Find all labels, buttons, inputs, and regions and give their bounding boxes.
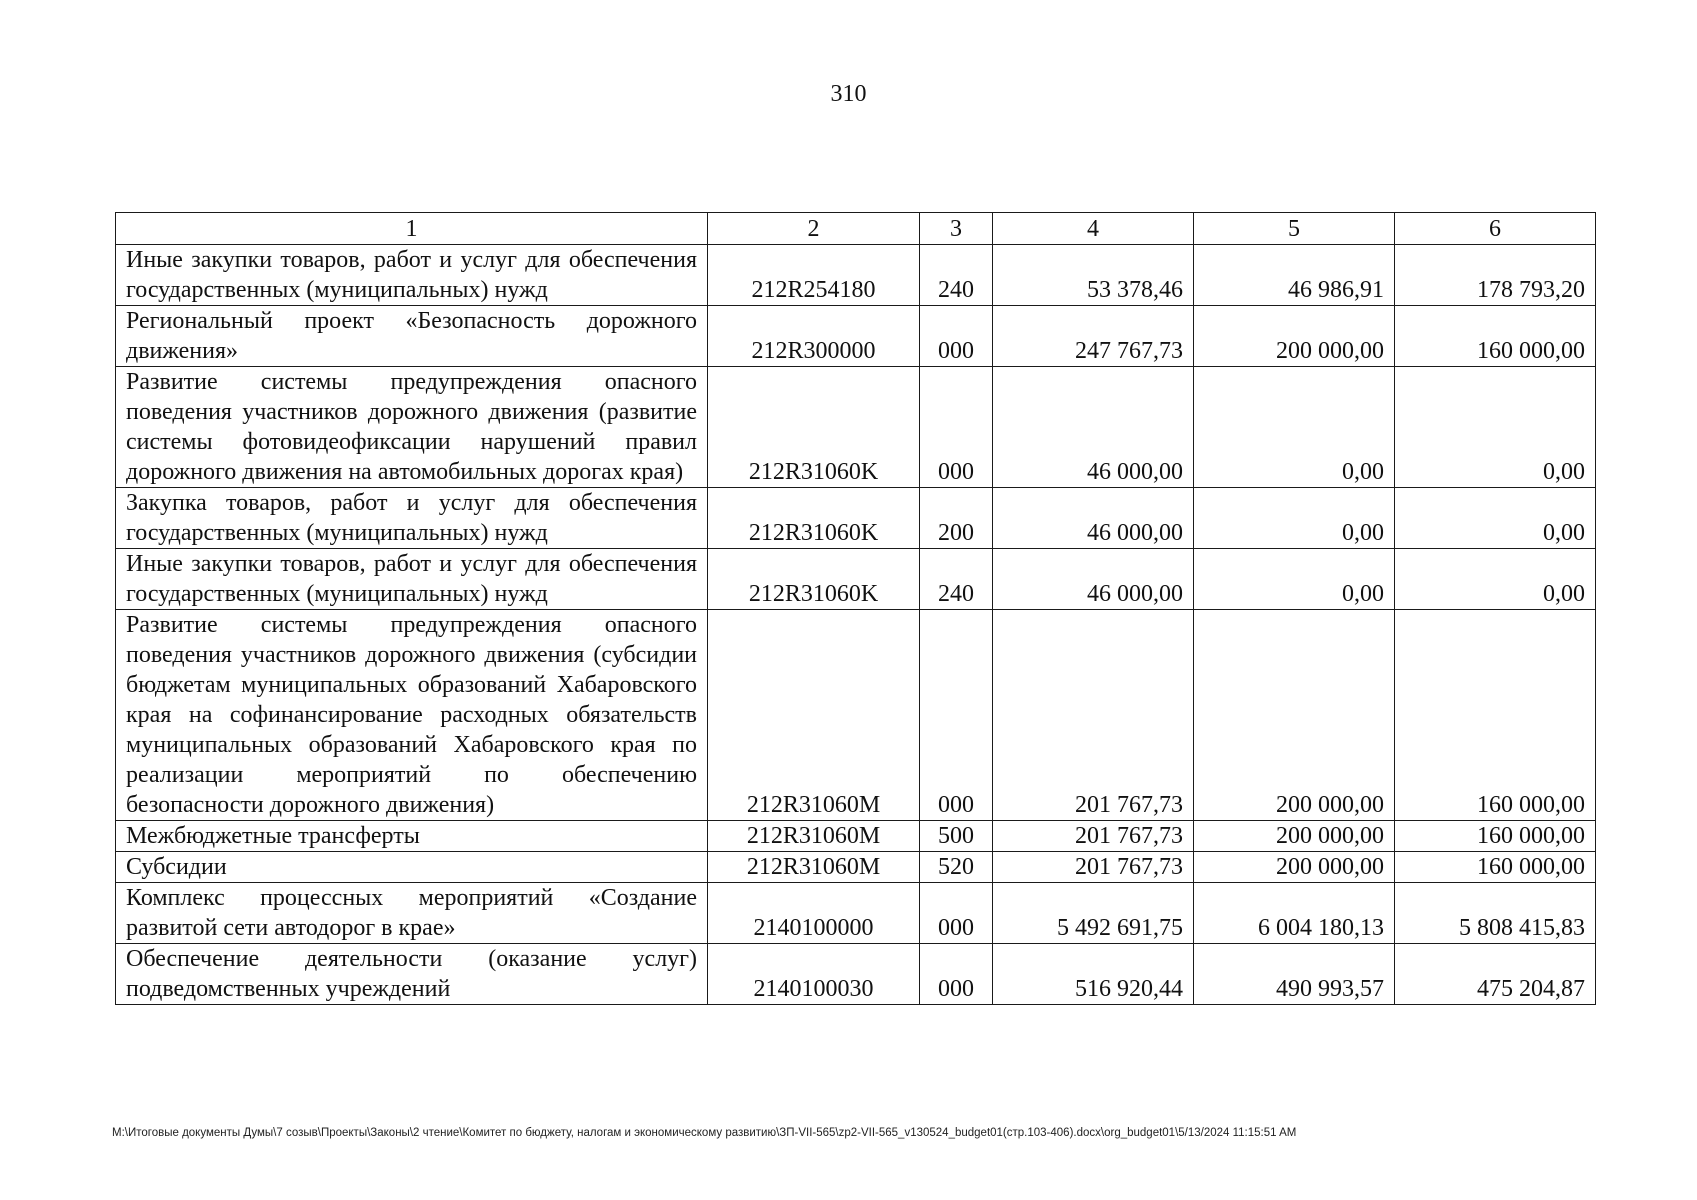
row-code: 212R31060K	[708, 367, 920, 488]
document-path-footer: M:\Итоговые документы Думы\7 созыв\Проекты\Законы\2 чтение\Комитет по бюджету, налогам и экономическому развитию\ЗП-VII-565\zp2-VII-565_v130524_budget01(стр.103-406).docx\org_budget01\5/13/2024 11:15:51 AM	[112, 1127, 1297, 1139]
row-type: 500	[920, 821, 993, 852]
row-name: Развитие системы предупреждения опасного поведения участников дорожного движения (развитие системы фотовидеофиксации нарушений правил дорожного движения на автомобильных дорогах края)	[116, 367, 708, 488]
row-type: 000	[920, 883, 993, 944]
row-name: Региональный проект «Безопасность дорожного движения»	[116, 306, 708, 367]
row-value-4: 46 000,00	[993, 488, 1194, 549]
table-row	[116, 883, 1596, 944]
row-value-5: 200 000,00	[1194, 852, 1395, 883]
row-value-6: 0,00	[1395, 549, 1596, 610]
row-code: 212R31060M	[708, 821, 920, 852]
table-row	[116, 821, 1596, 852]
row-value-6: 160 000,00	[1395, 610, 1596, 821]
budget-table	[115, 212, 1596, 1005]
row-value-5: 490 993,57	[1194, 944, 1395, 1005]
row-value-5: 0,00	[1194, 367, 1395, 488]
row-value-6: 475 204,87	[1395, 944, 1596, 1005]
row-name: Закупка товаров, работ и услуг для обеспечения государственных (муниципальных) нужд	[116, 488, 708, 549]
row-name: Развитие системы предупреждения опасного поведения участников дорожного движения (субсидии бюджетам муниципальных образований Хабаровского края на софинансирование расходных обязательств муниципальных образований Хабаровского края по реализации мероприятий по обеспечению безопасности дорожного движения)	[116, 610, 708, 821]
row-value-6: 160 000,00	[1395, 821, 1596, 852]
table-row	[116, 245, 1596, 306]
row-value-4: 247 767,73	[993, 306, 1194, 367]
table-row	[116, 944, 1596, 1005]
row-type: 200	[920, 488, 993, 549]
column-header: 6	[1395, 213, 1596, 245]
row-name: Иные закупки товаров, работ и услуг для обеспечения государственных (муниципальных) нужд	[116, 245, 708, 306]
row-name: Комплекс процессных мероприятий «Создание развитой сети автодорог в крае»	[116, 883, 708, 944]
row-value-4: 5 492 691,75	[993, 883, 1194, 944]
row-value-4: 46 000,00	[993, 549, 1194, 610]
row-value-5: 0,00	[1194, 549, 1395, 610]
row-code: 2140100000	[708, 883, 920, 944]
row-type: 240	[920, 245, 993, 306]
row-value-5: 200 000,00	[1194, 610, 1395, 821]
table-row	[116, 610, 1596, 821]
row-value-4: 201 767,73	[993, 852, 1194, 883]
row-value-5: 200 000,00	[1194, 821, 1395, 852]
row-value-4: 516 920,44	[993, 944, 1194, 1005]
row-value-4: 53 378,46	[993, 245, 1194, 306]
row-type: 000	[920, 610, 993, 821]
row-name: Субсидии	[116, 852, 708, 883]
row-value-5: 200 000,00	[1194, 306, 1395, 367]
row-code: 212R254180	[708, 245, 920, 306]
row-code: 2140100030	[708, 944, 920, 1005]
column-header: 3	[920, 213, 993, 245]
row-code: 212R31060K	[708, 549, 920, 610]
row-type: 000	[920, 944, 993, 1005]
row-value-4: 201 767,73	[993, 610, 1194, 821]
row-code: 212R31060M	[708, 852, 920, 883]
column-header: 2	[708, 213, 920, 245]
row-type: 000	[920, 306, 993, 367]
row-value-5: 0,00	[1194, 488, 1395, 549]
table-row	[116, 367, 1596, 488]
row-type: 000	[920, 367, 993, 488]
row-value-5: 6 004 180,13	[1194, 883, 1395, 944]
row-code: 212R31060M	[708, 610, 920, 821]
row-type: 240	[920, 549, 993, 610]
column-header: 1	[116, 213, 708, 245]
page-number: 310	[830, 81, 867, 107]
row-value-6: 160 000,00	[1395, 852, 1596, 883]
column-header: 5	[1194, 213, 1395, 245]
row-code: 212R300000	[708, 306, 920, 367]
row-name: Иные закупки товаров, работ и услуг для обеспечения государственных (муниципальных) нужд	[116, 549, 708, 610]
column-header: 4	[993, 213, 1194, 245]
row-value-6: 178 793,20	[1395, 245, 1596, 306]
row-value-6: 160 000,00	[1395, 306, 1596, 367]
row-value-6: 0,00	[1395, 488, 1596, 549]
row-value-5: 46 986,91	[1194, 245, 1395, 306]
row-type: 520	[920, 852, 993, 883]
row-name: Межбюджетные трансферты	[116, 821, 708, 852]
table-header-row	[116, 213, 1596, 245]
row-value-6: 5 808 415,83	[1395, 883, 1596, 944]
table-row	[116, 549, 1596, 610]
table-row	[116, 488, 1596, 549]
row-value-4: 201 767,73	[993, 821, 1194, 852]
row-value-6: 0,00	[1395, 367, 1596, 488]
table-row	[116, 852, 1596, 883]
row-code: 212R31060K	[708, 488, 920, 549]
row-name: Обеспечение деятельности (оказание услуг) подведомственных учреждений	[116, 944, 708, 1005]
row-value-4: 46 000,00	[993, 367, 1194, 488]
table-row	[116, 306, 1596, 367]
